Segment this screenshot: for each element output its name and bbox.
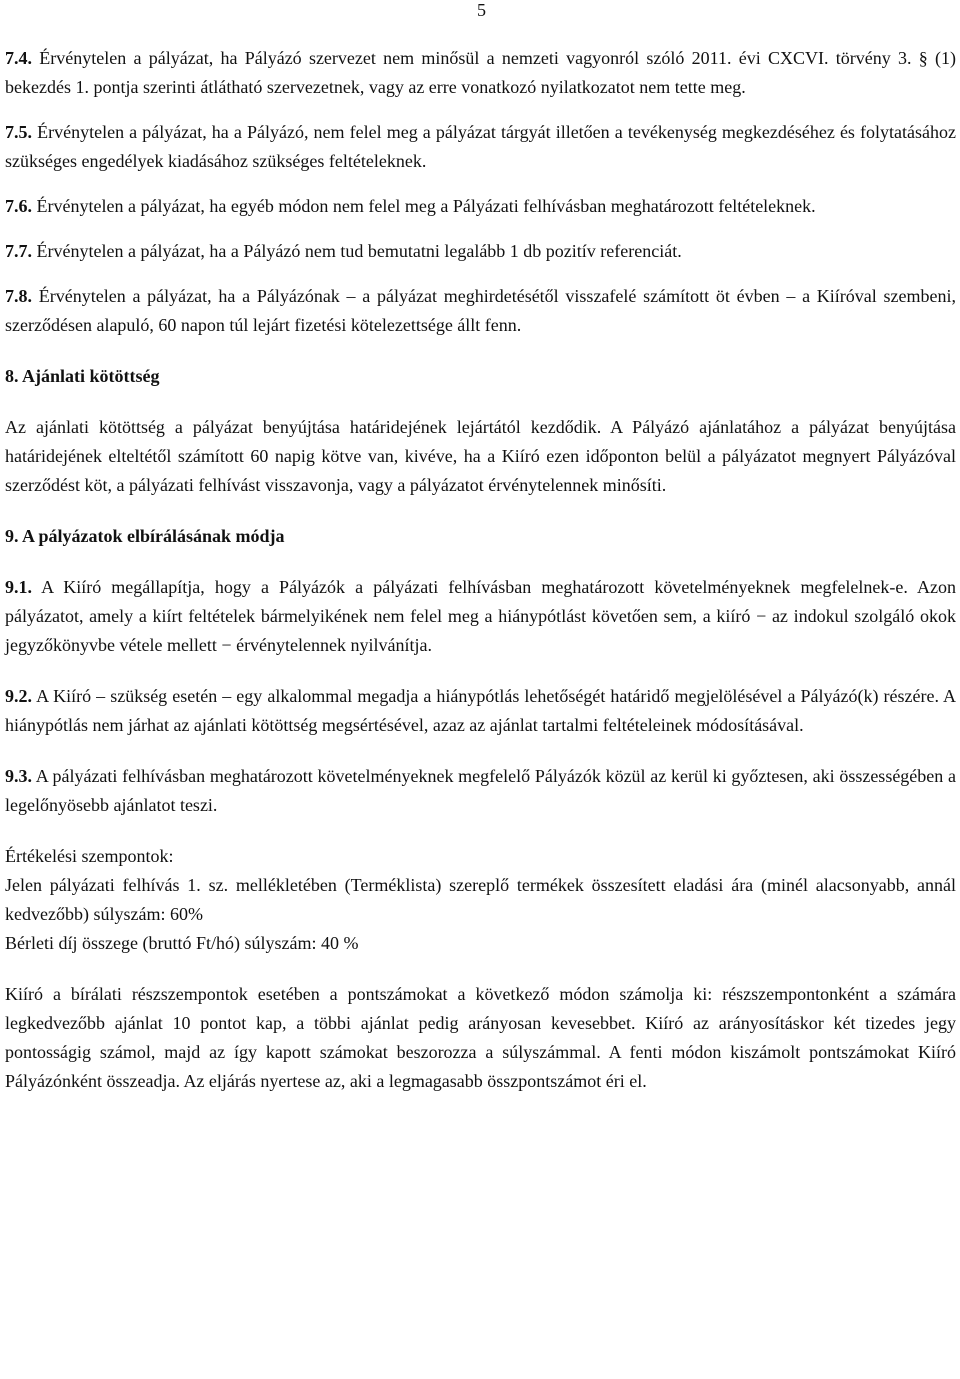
- item-number: 9.3.: [5, 766, 32, 786]
- item-text: Érvénytelen a pályázat, ha Pályázó szervezet nem minősül a nemzeti vagyonról szóló 2011. évi CXCVI. törvény 3. § (1) bekezdés 1. pontja szerinti átlátható szervezetnek, vagy az erre vonatkozó nyilatkozatot nem tette meg.: [5, 48, 957, 97]
- item-number: 9.1.: [5, 577, 32, 597]
- item-9-2: [5, 682, 956, 740]
- item-text: Érvénytelen a pályázat, ha a Pályázó, nem felel meg a pályázat tárgyát illetően a tevékenység megkezdéséhez és folytatásához szükséges engedélyek kiadásához szükséges feltételeknek.: [5, 122, 956, 171]
- item-number: 7.7.: [5, 241, 32, 261]
- item-number: 7.4.: [5, 48, 32, 68]
- item-7-8: [5, 282, 956, 340]
- item-9-3: [5, 762, 956, 820]
- item-7-5: [5, 118, 956, 176]
- section-8-heading: 8. Ajánlati kötöttség: [5, 366, 160, 386]
- item-text: A Kiíró megállapítja, hogy a Pályázók a pályázati felhívásban meghatározott követelményeknek megfelelnek-e. Azon pályázatot, amely a kiírt feltételek bármelyikének nem felel meg a hiánypótlást követően sem, a kiíró − az indokul szolgáló okok jegyzőkönyvbe vétele mellett − érvénytelennek nyilvánítja.: [5, 577, 956, 655]
- item-number: 7.8.: [5, 286, 32, 306]
- section-8-text: Az ajánlati kötöttség a pályázat benyújtása határidejének lejártától kezdődik. A Pályázó ajánlatához a pályázat benyújtása határidejének elteltétől számított 60 napig kötve van, kivéve, ha a Kiíró ezen időponton belül a pályázatot megnyert Pályázóval szerződést köt, a pályázati felhívást visszavonja, vagy a pályázatot érvénytelennek minősíti.: [5, 417, 956, 495]
- item-number: 7.5.: [5, 122, 32, 142]
- item-text: A pályázati felhívásban meghatározott követelményeknek megfelelő Pályázók közül az kerül ki győztesen, aki összességében a legelőnyösebb ajánlatot teszi.: [5, 766, 956, 815]
- item-7-4: [5, 44, 956, 102]
- item-text: A Kiíró – szükség esetén – egy alkalommal megadja a hiánypótlás lehetőségét határidő megjelölésével a Pályázó(k) részére. A hiánypótlás nem járhat az ajánlati kötöttség megsértésével, azaz az ajánlat tartalmi feltételeinek módosításával.: [5, 686, 956, 735]
- page-number: 5: [477, 0, 486, 20]
- item-text: Érvénytelen a pályázat, ha egyéb módon nem felel meg a Pályázati felhívásban meghatározott feltételeknek.: [36, 196, 816, 216]
- item-text: Érvénytelen a pályázat, ha a Pályázónak – a pályázat meghirdetésétől visszafelé számított öt évben – a Kiíróval szembeni, szerződésen alapuló, 60 napon túl lejárt fizetési kötelezettsége állt fenn.: [5, 286, 956, 335]
- section-9-heading: 9. A pályázatok elbírálásának módja: [5, 526, 285, 546]
- criteria-2: Bérleti díj összege (bruttó Ft/hó) súlyszám: 40 %: [5, 933, 359, 953]
- scoring-text: Kiíró a bírálati részszempontok esetében a pontszámokat a következő módon számolja ki: részszempontonként a számára legkedvezőbb ajánlat 10 pontot kap, a többi ajánlat pedig arányosan kevesebbet. Kiíró az arányosításkor két tizedes jegy pontosságig számol, majd az így kapott számokat beszorozza a súlyszámmal. A fenti módon kiszámolt pontszámokat Kiíró Pályázónként összeadja. Az eljárás nyertese az, aki a legmagasabb összpontszámot éri el.: [5, 984, 956, 1091]
- criteria-1: Jelen pályázati felhívás 1. sz. mellékletében (Terméklista) szereplő termékek összesített eladási ára (minél alacsonyabb, annál kedvezőbb) súlyszám: 60%: [5, 875, 956, 924]
- item-7-7: [5, 237, 956, 266]
- document-page: [5, 0, 956, 1096]
- item-number: 7.6.: [5, 196, 32, 216]
- item-text: Érvénytelen a pályázat, ha a Pályázó nem tud bemutatni legalább 1 db pozitív referenciát.: [36, 241, 682, 261]
- item-number: 9.2.: [5, 686, 32, 706]
- criteria-title: Értékelési szempontok:: [5, 846, 174, 866]
- item-9-1: [5, 573, 956, 660]
- item-7-6: [5, 192, 956, 221]
